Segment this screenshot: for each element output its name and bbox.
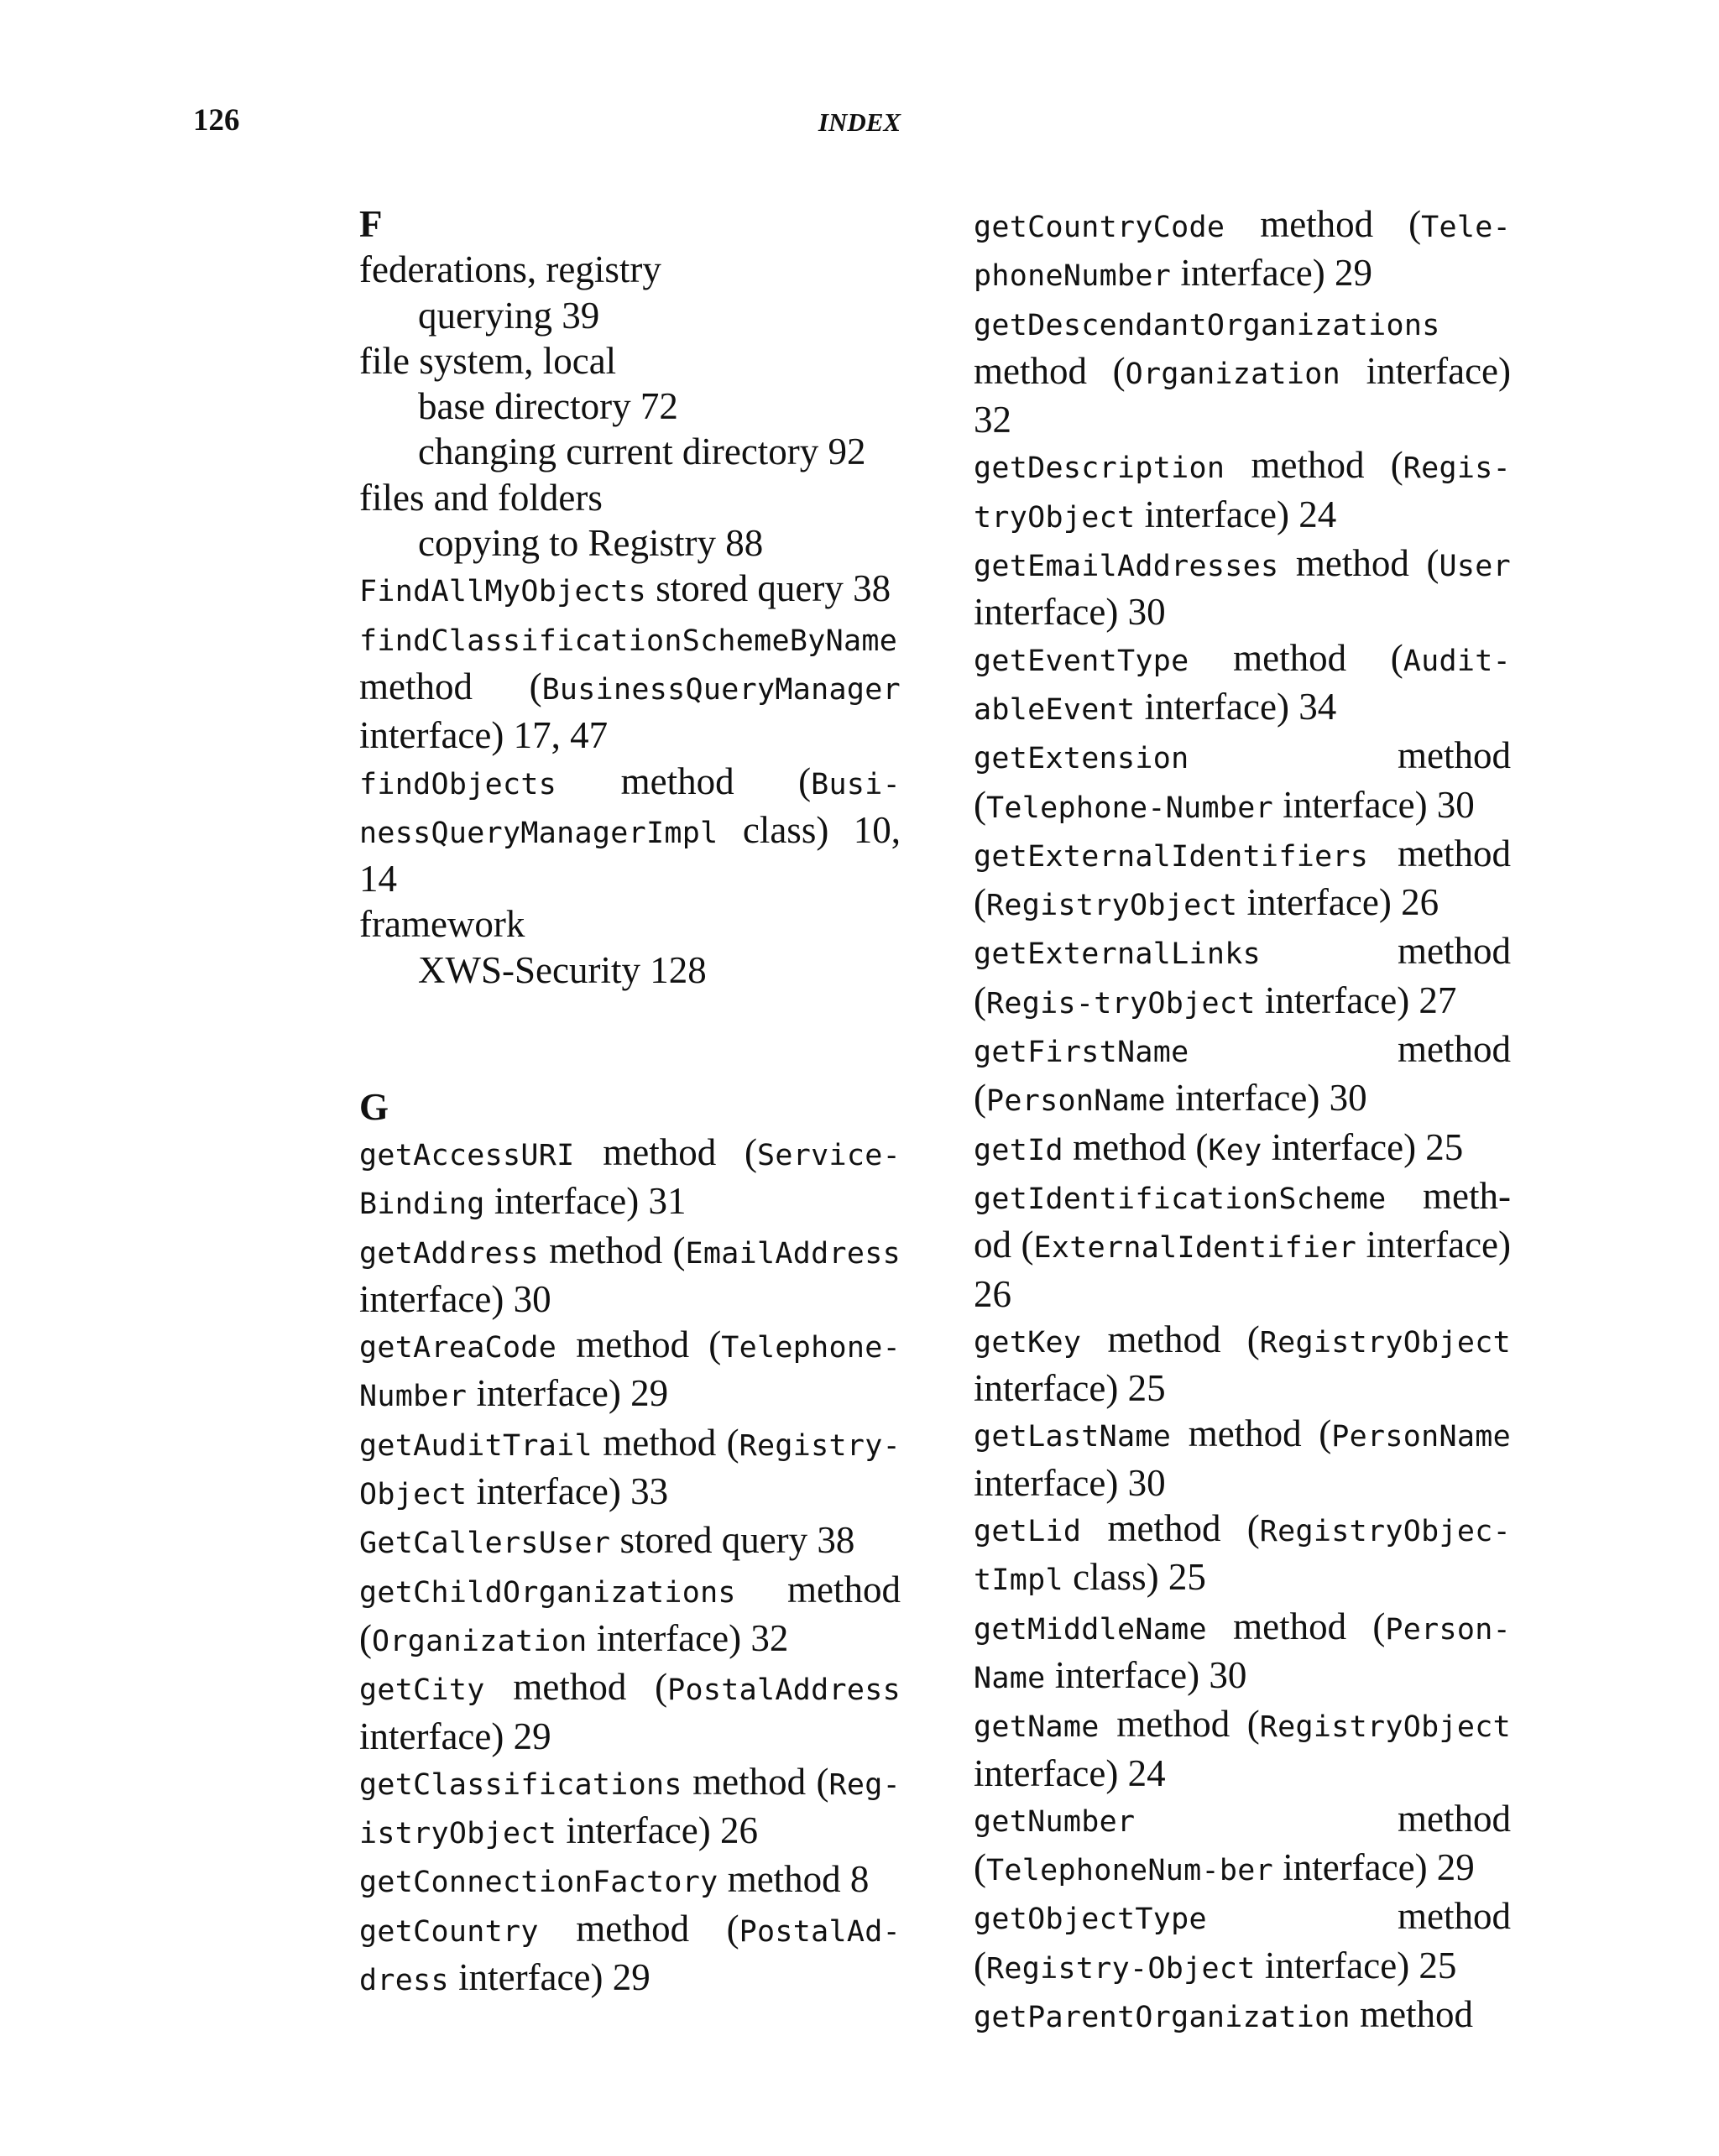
entry-text: interface) 30 (1165, 1077, 1367, 1120)
entry-text: method ( (974, 1028, 1511, 1120)
section-letter: G (359, 1085, 389, 1128)
code-term: getId (974, 1133, 1063, 1167)
index-entry (974, 540, 1511, 635)
entry-text: interface) 30 (359, 1277, 551, 1320)
code-term: getEmailAddresses (974, 550, 1279, 584)
entry-text: interface) 32 (974, 349, 1512, 441)
code-term: getExternalLinks (974, 937, 1261, 972)
entry-text: interface) 31 (484, 1180, 687, 1223)
entry-text: interface) 17, 47 (359, 714, 609, 757)
entry-text: meth-od ( (974, 1174, 1511, 1266)
entry-text: interface) 27 (1255, 979, 1457, 1021)
entry-text: interface) 26 (974, 1224, 1511, 1315)
code-term: getName (974, 1710, 1100, 1745)
code-term: getAreaCode (359, 1331, 557, 1365)
entry-text: class) 25 (1063, 1556, 1206, 1599)
entry-text: class) 10, 14 (359, 808, 901, 901)
code-term: BusinessQueryManager (541, 672, 901, 707)
code-term: getExternalIdentifiers (974, 839, 1369, 874)
entry-text: interface) 29 (1171, 252, 1372, 295)
index-entry (359, 1856, 901, 1905)
entry-text: interface) 25 (974, 1367, 1166, 1410)
code-term: Telephone-Number (986, 791, 1273, 825)
entry-text: interface) 34 (1135, 685, 1337, 728)
entry-text: interface) 30 (1045, 1653, 1247, 1696)
code-term: Person-Name (974, 1612, 1511, 1695)
entry-text: method ( (974, 832, 1511, 924)
running-head: INDEX (818, 107, 901, 137)
entry-text: interface) 25 (1255, 1944, 1457, 1986)
code-term: Telephone-Number (359, 1331, 901, 1414)
index-entry (974, 201, 1511, 300)
entry-text: method ( (1225, 444, 1403, 487)
entry-text: interface) 30 (974, 1461, 1166, 1504)
entry-text: interface) 29 (359, 1715, 551, 1757)
entry-text: method ( (556, 1323, 722, 1366)
entry-text: interface) 24 (1135, 493, 1337, 535)
code-term: Regis-tryObject (986, 986, 1256, 1021)
index-subentry: changing current directory 92 (418, 431, 866, 473)
section-letter: F (359, 203, 383, 245)
entry-text: method ( (1278, 542, 1439, 585)
entry-text: interface) 26 (556, 1809, 758, 1852)
entry-text: interface) 32 (587, 1616, 789, 1659)
index-entry (974, 1796, 1511, 1894)
entry-text: method ( (974, 1797, 1511, 1889)
entry-text: method ( (1063, 1125, 1209, 1168)
code-term: PersonName (1331, 1420, 1511, 1454)
entry-text: method ( (359, 665, 542, 707)
index-entry (974, 1411, 1511, 1506)
code-term: getCity (359, 1673, 485, 1708)
entry-text: method ( (682, 1760, 829, 1803)
entry-text: method ( (592, 1421, 739, 1464)
index-column-left (359, 201, 901, 2003)
code-term: getExtension (974, 742, 1189, 776)
index-entry (974, 442, 1511, 540)
index-entry (359, 1759, 901, 1857)
index-entry (974, 1173, 1511, 1317)
index-entry (974, 831, 1511, 929)
section-gap (359, 993, 901, 1084)
code-term: getFirstName (974, 1036, 1189, 1070)
entry-text: method ( (974, 734, 1511, 826)
entry-text: method ( (574, 1130, 758, 1173)
entry-text: method 8 (718, 1858, 870, 1901)
code-term: getMiddleName (974, 1612, 1207, 1647)
code-term: findObjects (359, 767, 557, 801)
index-entry (359, 1906, 901, 2004)
entry-text: method ( (1081, 1318, 1260, 1360)
code-term: getAuditTrail (359, 1428, 593, 1463)
index-subentry: base directory 72 (418, 385, 678, 428)
page-number: 126 (193, 103, 240, 138)
code-term: PostalAd-dress (359, 1914, 901, 1997)
code-term: Busi-nessQueryManagerImpl (359, 767, 901, 850)
entry-text: method ( (1099, 1703, 1260, 1746)
code-term: RegistryObject (1259, 1325, 1511, 1360)
index-entry (359, 1664, 901, 1759)
code-term: Regis-tryObject (974, 452, 1511, 535)
code-term: getDescription (974, 452, 1225, 486)
entry-text: interface) 24 (974, 1751, 1166, 1794)
code-term: getDescendantOrganizations (974, 308, 1440, 342)
code-term: Organization (372, 1624, 588, 1658)
code-term: findClassificationSchemeByName (359, 624, 898, 658)
code-term: getCountry (359, 1914, 539, 1949)
entry-text: interface) 33 (467, 1470, 669, 1513)
entry-text: interface) 30 (974, 591, 1166, 634)
code-term: User (1439, 550, 1511, 584)
code-term: Key (1208, 1133, 1262, 1167)
index-column-right (974, 201, 1511, 2040)
index-entry (974, 1506, 1511, 1604)
entry-text: method ( (538, 1907, 739, 1950)
code-term: Service-Binding (359, 1138, 901, 1222)
code-term: EmailAddress (685, 1236, 901, 1271)
code-term: Registry-Object (986, 1951, 1256, 1986)
index-entry (359, 1228, 901, 1323)
entry-text: method ( (1225, 203, 1422, 245)
entry-text: method ( (1171, 1412, 1332, 1455)
code-term: Registry-Object (359, 1428, 901, 1512)
entry-text: method ( (1081, 1507, 1260, 1550)
code-term: getEventType (974, 644, 1189, 678)
code-term: RegistryObjec-tImpl (974, 1515, 1511, 1598)
entry-text: method ( (974, 349, 1126, 392)
index-entry (359, 1130, 901, 1228)
index-entry (974, 1893, 1511, 1992)
code-term: getParentOrganization (974, 2000, 1351, 2034)
entry-text: stored query 38 (645, 567, 891, 610)
code-term: getKey (974, 1325, 1082, 1360)
index-entry (359, 566, 901, 614)
entry-text: interface) 29 (467, 1372, 669, 1415)
entry-text: interface) 25 (1262, 1125, 1464, 1168)
code-term: TelephoneNum-ber (986, 1854, 1273, 1888)
index-entry (974, 1992, 1511, 2040)
index-entry (974, 1701, 1511, 1796)
code-term: Tele-phoneNumber (974, 211, 1511, 294)
code-term: RegistryObject (986, 889, 1238, 923)
code-term: getNumber (974, 1804, 1136, 1839)
entry-text: method ( (359, 1568, 901, 1659)
index-entry: federations, registry (359, 248, 661, 291)
index-entry (974, 1317, 1511, 1412)
code-term: PostalAddress (667, 1673, 901, 1708)
code-term: getConnectionFactory (359, 1866, 718, 1900)
entry-text: interface) 29 (448, 1955, 651, 1998)
index-entry (974, 928, 1511, 1026)
code-term: getLastName (974, 1420, 1172, 1454)
entry-text: method ( (484, 1666, 668, 1709)
code-term: FindAllMyObjects (359, 575, 646, 609)
index-entry (359, 1420, 901, 1518)
index-entry: files and folders (359, 476, 603, 519)
code-term: PersonName (986, 1084, 1166, 1119)
index-entry (974, 300, 1511, 443)
index-entry (359, 1322, 901, 1420)
index-entry (359, 759, 901, 902)
code-term: getAccessURI (359, 1138, 575, 1172)
entry-text: stored query 38 (610, 1519, 855, 1562)
code-term: getCountryCode (974, 211, 1225, 244)
code-term: Reg-istryObject (359, 1767, 901, 1851)
index-entry (359, 615, 901, 759)
code-term: getLid (974, 1515, 1082, 1549)
entry-text: method ( (1189, 636, 1403, 679)
code-term: RegistryObject (1259, 1710, 1511, 1745)
code-term: GetCallersUser (359, 1527, 611, 1561)
entry-text: interface) 26 (1237, 881, 1439, 924)
index-entry (359, 1567, 901, 1665)
code-term: ExternalIdentifier (1033, 1231, 1357, 1266)
index-entry (359, 1517, 901, 1566)
entry-text: interface) 29 (1272, 1846, 1475, 1889)
entry-text: method ( (974, 930, 1511, 1021)
index-entry (974, 1125, 1511, 1173)
index-entry (974, 635, 1511, 733)
index-entry: framework (359, 903, 525, 946)
index-entry (974, 733, 1511, 831)
entry-text: method ( (974, 1895, 1511, 1986)
code-term: getIdentificationScheme (974, 1182, 1387, 1216)
code-term: getClassifications (359, 1767, 682, 1802)
index-entry (974, 1026, 1511, 1125)
entry-text: method ( (1206, 1605, 1386, 1647)
index-subentry: querying 39 (418, 294, 600, 337)
index-entry: file system, local (359, 339, 617, 382)
entry-text: method ( (556, 760, 812, 802)
index-subentry: XWS-Security 128 (418, 948, 707, 991)
code-term: getAddress (359, 1236, 539, 1271)
code-term: getChildOrganizations (359, 1575, 736, 1610)
code-term: Audit-ableEvent (974, 644, 1511, 727)
entry-text: method ( (538, 1229, 686, 1271)
index-entry (974, 1604, 1511, 1702)
code-term: getObjectType (974, 1903, 1207, 1937)
entry-text: method (1350, 1992, 1474, 2035)
index-subentry: copying to Registry 88 (418, 522, 764, 565)
entry-text: interface) 30 (1272, 783, 1475, 826)
code-term: Organization (1125, 357, 1341, 391)
